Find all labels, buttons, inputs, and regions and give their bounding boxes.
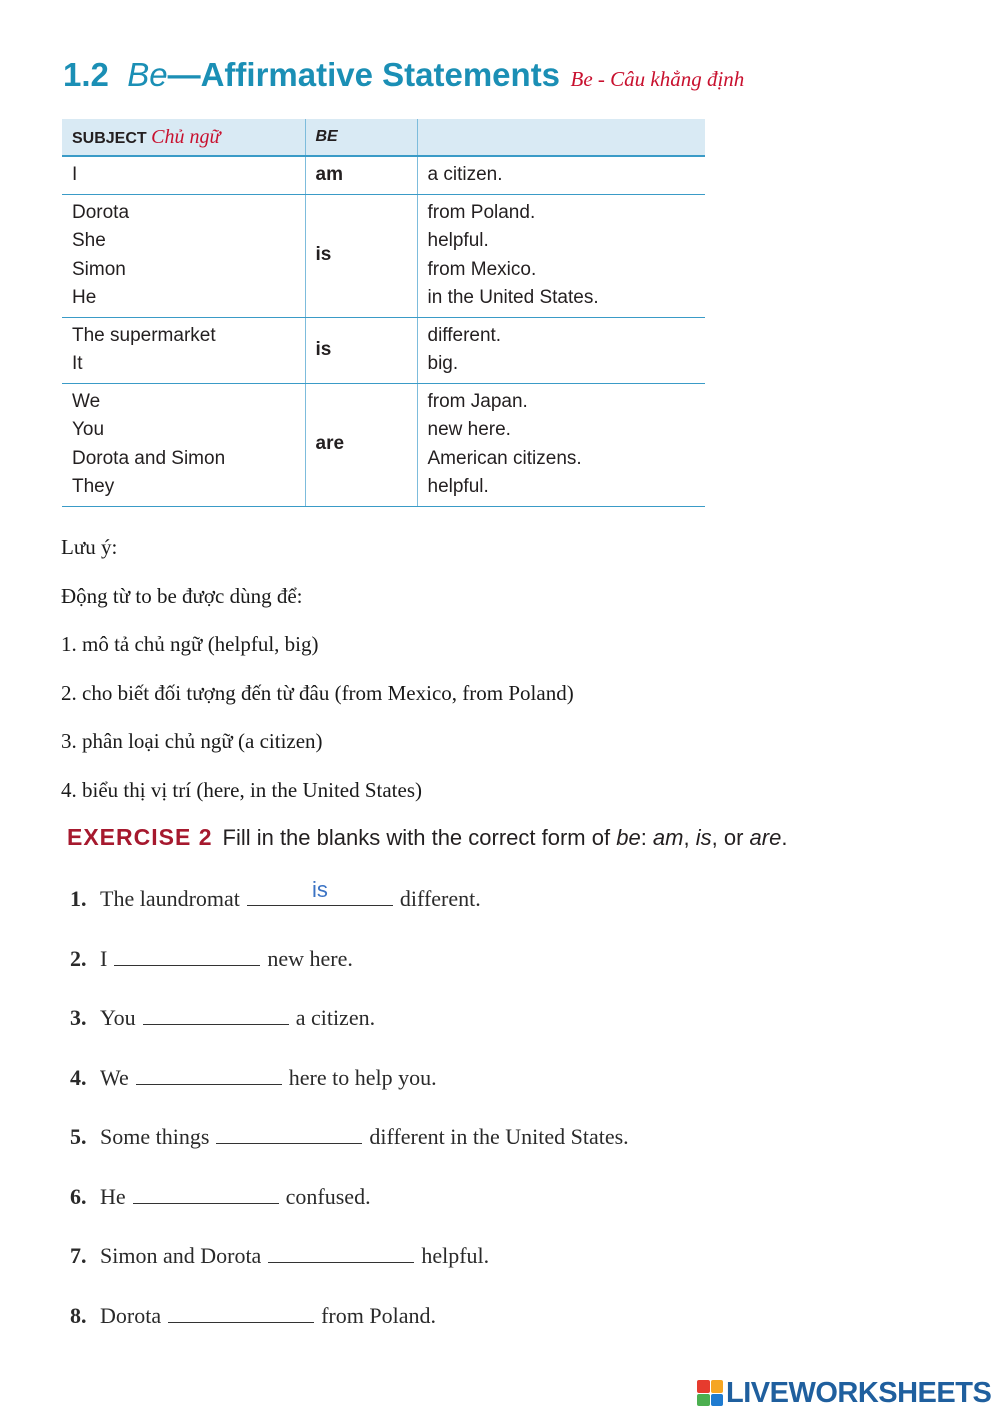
header-be: BE (305, 119, 417, 156)
item-text-before: The laundromat (100, 886, 240, 911)
item-text-after: here to help you. (288, 1064, 437, 1090)
liveworksheets-logo-text: LIVEWORKSHEETS (726, 1376, 992, 1409)
header-subject: SUBJECT Chủ ngữ (62, 119, 305, 156)
item-number: 5. (70, 1124, 87, 1149)
logo-square (697, 1394, 710, 1407)
table-row (62, 194, 705, 317)
logo-square (711, 1394, 724, 1407)
note-line: 2. cho biết đối tượng đến từ đâu (from Mexico, from Poland) (61, 680, 574, 705)
note-line: 3. phân loại chủ ngữ (a citizen) (61, 729, 323, 753)
exercise-items (70, 877, 629, 1358)
exercise-item (70, 1001, 629, 1061)
answer-text: is (311, 877, 328, 902)
section-subtitle-vi: Be - Câu khẳng định (570, 67, 745, 91)
section-title (63, 56, 744, 94)
item-text-after: different. (399, 886, 481, 911)
logo-square (697, 1380, 710, 1393)
section-number: 1.2 (63, 56, 109, 93)
item-text-before: You (100, 1005, 136, 1030)
item-text-before: Some things (100, 1124, 210, 1149)
item-number: 2. (70, 945, 87, 971)
subject-cell: Dorota She Simon He (62, 194, 305, 317)
item-text-after: a citizen. (295, 1005, 376, 1030)
item-number: 6. (70, 1183, 87, 1209)
complement-cell: from Poland. helpful. from Mexico. in the United States. (417, 194, 705, 317)
exercise-item (70, 942, 629, 1002)
exercise-item (70, 1120, 629, 1180)
table-header-row (62, 119, 705, 156)
header-subject-vi: Chủ ngữ (151, 125, 221, 148)
answer-blank[interactable] (143, 1002, 289, 1025)
answer-blank[interactable] (268, 1240, 414, 1263)
verb-cell: am (305, 156, 417, 194)
exercise-heading (67, 824, 787, 851)
subject-cell: I (62, 156, 305, 194)
exercise-item (70, 1299, 629, 1359)
exercise-item (70, 1061, 629, 1121)
item-text-before: He (100, 1183, 126, 1209)
liveworksheets-logo-icon (697, 1380, 723, 1406)
note-line: Động từ to be được dùng để: (61, 583, 303, 608)
item-text-before: We (100, 1064, 129, 1090)
item-text-after: helpful. (421, 1243, 490, 1268)
item-text-after: new here. (267, 945, 353, 971)
complement-cell: from Japan. new here. American citizens. helpful. (417, 383, 705, 506)
section-be-word: Be (127, 56, 168, 93)
logo-square (711, 1380, 724, 1393)
exercise-item (70, 1239, 629, 1299)
exercise-instruction: Fill in the blanks with the correct form of be: am, is, or are. (222, 825, 788, 850)
answer-blank[interactable] (216, 1121, 362, 1144)
item-text-before: I (100, 945, 108, 971)
header-complement (417, 119, 705, 156)
subject-cell: The supermarket It (62, 317, 305, 383)
table-row (62, 383, 705, 506)
exercise-item (70, 1180, 629, 1240)
verb-cell: is (305, 317, 417, 383)
item-text-after: from Poland. (321, 1302, 436, 1328)
note-line: Lưu ý: (61, 535, 118, 559)
item-text-after: confused. (285, 1183, 371, 1209)
note-line: 1. mô tả chủ ngữ (helpful, big) (61, 632, 319, 656)
exercise-item (70, 877, 629, 942)
subject-cell: We You Dorota and Simon They (62, 383, 305, 506)
verb-cell: are (305, 383, 417, 506)
verb-cell: is (305, 194, 417, 317)
note-line: 4. biểu thị vị trí (here, in the United States) (61, 777, 422, 802)
answer-blank[interactable] (168, 1300, 314, 1323)
item-number: 4. (70, 1064, 87, 1090)
item-number: 8. (70, 1302, 87, 1328)
grammar-table (62, 119, 705, 507)
table-row (62, 156, 705, 194)
item-text-before: Simon and Dorota (100, 1243, 262, 1268)
table-row (62, 317, 705, 383)
item-number: 3. (70, 1005, 87, 1030)
item-number: 1. (70, 886, 87, 911)
answer-blank[interactable] (114, 943, 260, 966)
liveworksheets-logo (697, 1376, 991, 1410)
usage-notes (61, 533, 574, 824)
exercise-tag: EXERCISE 2 (67, 824, 213, 850)
answer-blank[interactable] (133, 1181, 279, 1204)
section-title-rest: —Affirmative Statements (167, 56, 561, 93)
item-number: 7. (70, 1243, 87, 1268)
complement-cell: a citizen. (417, 156, 705, 194)
answer-blank[interactable] (136, 1062, 282, 1085)
complement-cell: different. big. (417, 317, 705, 383)
answer-blank[interactable] (247, 877, 393, 906)
item-text-before: Dorota (100, 1302, 162, 1328)
item-text-after: different in the United States. (369, 1124, 629, 1149)
